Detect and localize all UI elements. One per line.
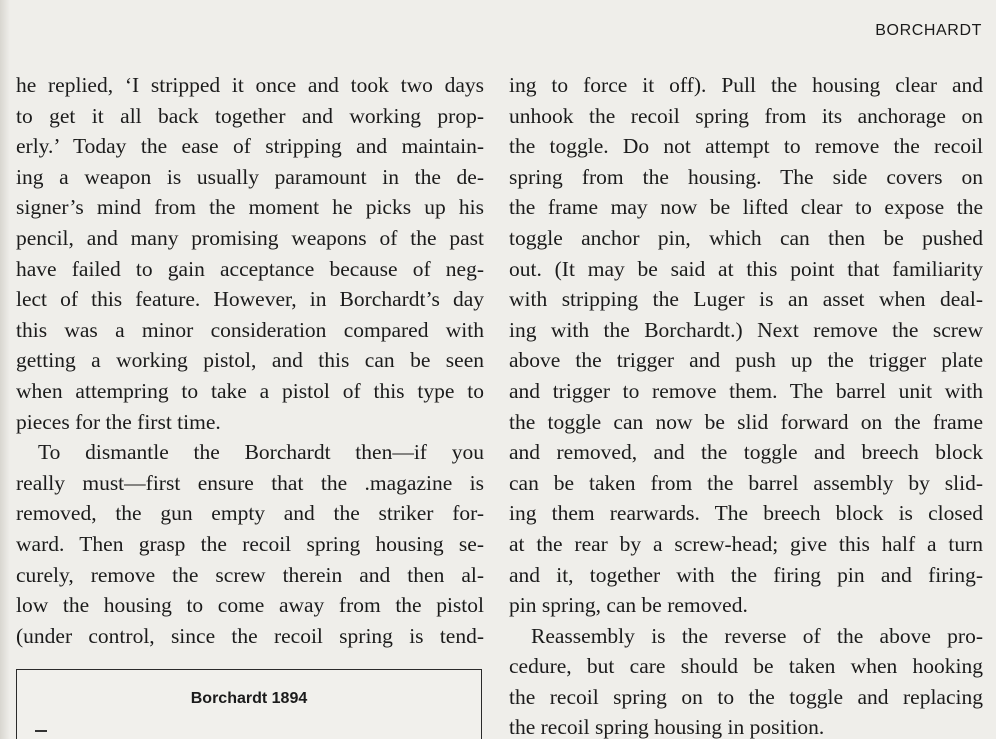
text-line: ing to force it off). Pull the housing clear and xyxy=(509,73,983,97)
right-paragraph-2 xyxy=(509,621,983,739)
text-line: and trigger to remove them. The barrel unit with xyxy=(509,378,983,403)
text-line: spring from the housing. The side covers on xyxy=(509,164,983,189)
text-line: really must—first ensure that the .magazine is xyxy=(16,470,484,495)
right-paragraph-1 xyxy=(509,70,983,621)
text-line: pencil, and many promising weapons of the past xyxy=(16,225,484,250)
text-line: when attempring to take a pistol of this type to xyxy=(16,378,484,403)
text-line: the frame may now be lifted clear to expose the xyxy=(509,195,983,220)
text-line: toggle anchor pin, which can then be pushed xyxy=(509,225,983,250)
text-line: to get it all back together and working prop- xyxy=(16,103,484,128)
text-line: pieces for the first time. xyxy=(16,409,221,434)
text-line: and it, together with the firing pin and firing- xyxy=(509,562,983,587)
text-line: ing them rearwards. The breech block is closed xyxy=(509,501,983,526)
left-paragraph-2 xyxy=(16,437,484,651)
spec-sidebar-box xyxy=(16,669,482,739)
text-line: erly.’ Today the ease of stripping and maintain- xyxy=(16,134,484,159)
text-line: ing with the Borchardt.) Next remove the screw xyxy=(509,317,983,342)
text-line: Reassembly is the reverse of the above pro- xyxy=(531,623,983,648)
text-line: the recoil spring on to the toggle and replacing xyxy=(509,684,983,709)
scan-edge-shadow xyxy=(0,0,10,739)
text-line: the toggle. Do not attempt to remove the recoil xyxy=(509,134,983,159)
text-line: out. (It may be said at this point that familiarity xyxy=(509,256,983,281)
text-line: above the trigger and push up the trigger plate xyxy=(509,348,983,373)
text-line: To dismantle the Borchardt then—if you xyxy=(38,440,484,465)
sidebar-title: Borchardt 1894 xyxy=(190,690,308,707)
text-line: this was a minor consideration compared with xyxy=(16,317,484,342)
text-line: low the housing to come away from the pistol xyxy=(16,593,484,618)
left-paragraph-1 xyxy=(16,70,484,437)
text-line: curely, remove the screw therein and then al- xyxy=(16,562,484,587)
text-line: he replied, ‘I stripped it once and took two days xyxy=(16,73,484,97)
text-line: getting a working pistol, and this can be seen xyxy=(16,348,484,373)
text-line: cedure, but care should be taken when hooking xyxy=(509,654,983,679)
text-line: ward. Then grasp the recoil spring housing se- xyxy=(16,531,484,556)
text-line: signer’s mind from the moment he picks up his xyxy=(16,195,484,220)
text-line: can be taken from the barrel assembly by slid- xyxy=(509,470,983,495)
text-line: removed, the gun empty and the striker for- xyxy=(16,501,484,526)
text-line: have failed to gain acceptance because of neg- xyxy=(16,256,484,281)
sidebar-cut-off-text xyxy=(35,730,47,739)
text-line: pin spring, can be removed. xyxy=(509,593,748,618)
text-line: lect of this feature. However, in Borchardt’s day xyxy=(16,287,484,312)
text-line: ing a weapon is usually paramount in the de- xyxy=(16,164,484,189)
right-column xyxy=(509,70,983,739)
text-line: the recoil spring housing in position. xyxy=(509,715,825,739)
running-head: BORCHARDT xyxy=(875,22,982,39)
text-line: with stripping the Luger is an asset when deal- xyxy=(509,287,983,312)
text-line: unhook the recoil spring from its anchorage on xyxy=(509,103,983,128)
text-line: and removed, and the toggle and breech block xyxy=(509,440,983,465)
text-line: (under control, since the recoil spring is tend- xyxy=(16,623,484,648)
text-line: the toggle can now be slid forward on the frame xyxy=(509,409,983,434)
left-column xyxy=(16,70,484,651)
text-line: at the rear by a screw-head; give this half a turn xyxy=(509,531,983,556)
